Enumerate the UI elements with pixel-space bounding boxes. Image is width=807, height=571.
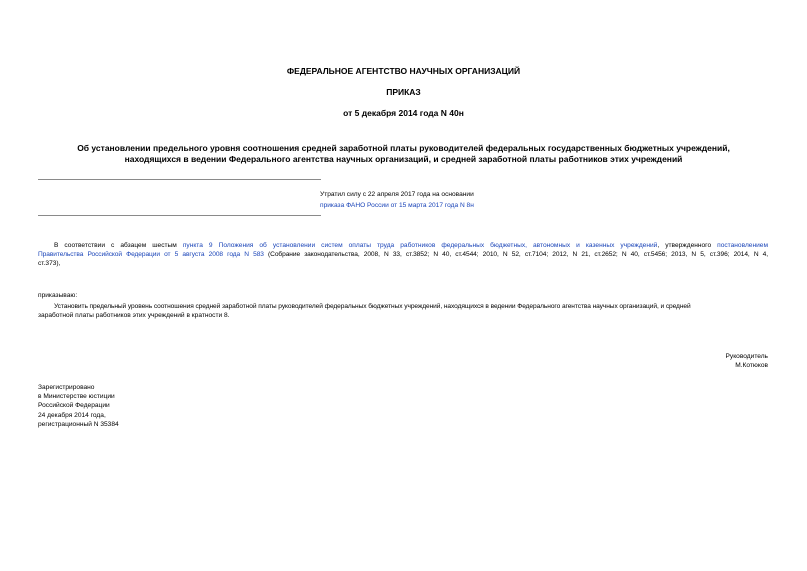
document-title-line-1: Об установлении предельного уровня соотношения средней заработной платы руководителей федеральных государственных бюджетных учреждений, xyxy=(77,143,730,153)
regulation-link[interactable]: пункта 9 Положения об установлении систем оплаты труда работников федеральных бюджетных, автономных и казенных учреждений xyxy=(182,242,658,249)
order-text-line-2: заработной платы работников этих учреждений в кратности 8. xyxy=(38,312,230,320)
divider-bottom xyxy=(38,215,321,216)
status-note-line: Утратил силу с 22 апреля 2017 года на основании xyxy=(320,191,474,198)
agency-name: ФЕДЕРАЛЬНОЕ АГЕНТСТВО НАУЧНЫХ ОРГАНИЗАЦИЙ xyxy=(286,66,521,76)
signature xyxy=(600,352,768,370)
preamble-line-1: В соответствии с абзацем шестым пункта 9 Положения об установлении систем оплаты труда работников федеральных бюджетных, автономных и казенных учреждений, утвержденного постановлением xyxy=(54,242,768,249)
preamble-line-2: Правительства Российской Федерации от 5 августа 2008 года N 583 (Собрание законодательства, 2008, N 33, ст.3852; N 40, ст.4544; 2010, N 52, ст.7104; 2012, N 21, ст.2652; N 40, ст.5456; 2013, N 5, ст.396; 2014, N 4, xyxy=(38,251,768,259)
registration-line-3: Российской Федерации xyxy=(38,402,110,410)
document-title-line-2: находящихся в ведении Федерального агентства научных организаций, и средней заработной платы работников этих учреждений xyxy=(124,154,683,164)
signature-name: М.Котюков xyxy=(735,362,768,370)
prikazyvayu: приказываю: xyxy=(38,292,78,299)
order-text-line-1: Установить предельный уровень соотношения средней заработной платы руководителей федеральных бюджетных учреждений, находящихся в ведении Федерального агентства научных организаций, и средней xyxy=(54,303,691,310)
registration-line-5: регистрационный N 35384 xyxy=(38,420,119,428)
preamble xyxy=(38,241,768,269)
document-date-number: от 5 декабря 2014 года N 40н xyxy=(343,108,464,118)
repeal-order-link[interactable]: приказа ФАНО России от 15 марта 2017 года N 8н xyxy=(320,202,474,210)
order-text xyxy=(38,302,768,320)
signature-position: Руководитель xyxy=(725,353,768,360)
registration-line-2: в Министерстве юстиции xyxy=(38,393,115,401)
divider-top xyxy=(38,179,321,180)
registration-block xyxy=(38,383,258,429)
resolution-link-part-2[interactable]: Правительства Российской Федерации от 5 августа 2008 года N 583 xyxy=(38,251,264,259)
document-type: ПРИКАЗ xyxy=(386,87,421,97)
registration-line-1: Зарегистрировано xyxy=(38,384,95,391)
status-note xyxy=(320,190,620,210)
resolution-link-part-1[interactable]: постановлением xyxy=(717,242,768,249)
registration-line-4: 24 декабря 2014 года, xyxy=(38,411,106,419)
preamble-line-3: ст.373), xyxy=(38,260,61,268)
